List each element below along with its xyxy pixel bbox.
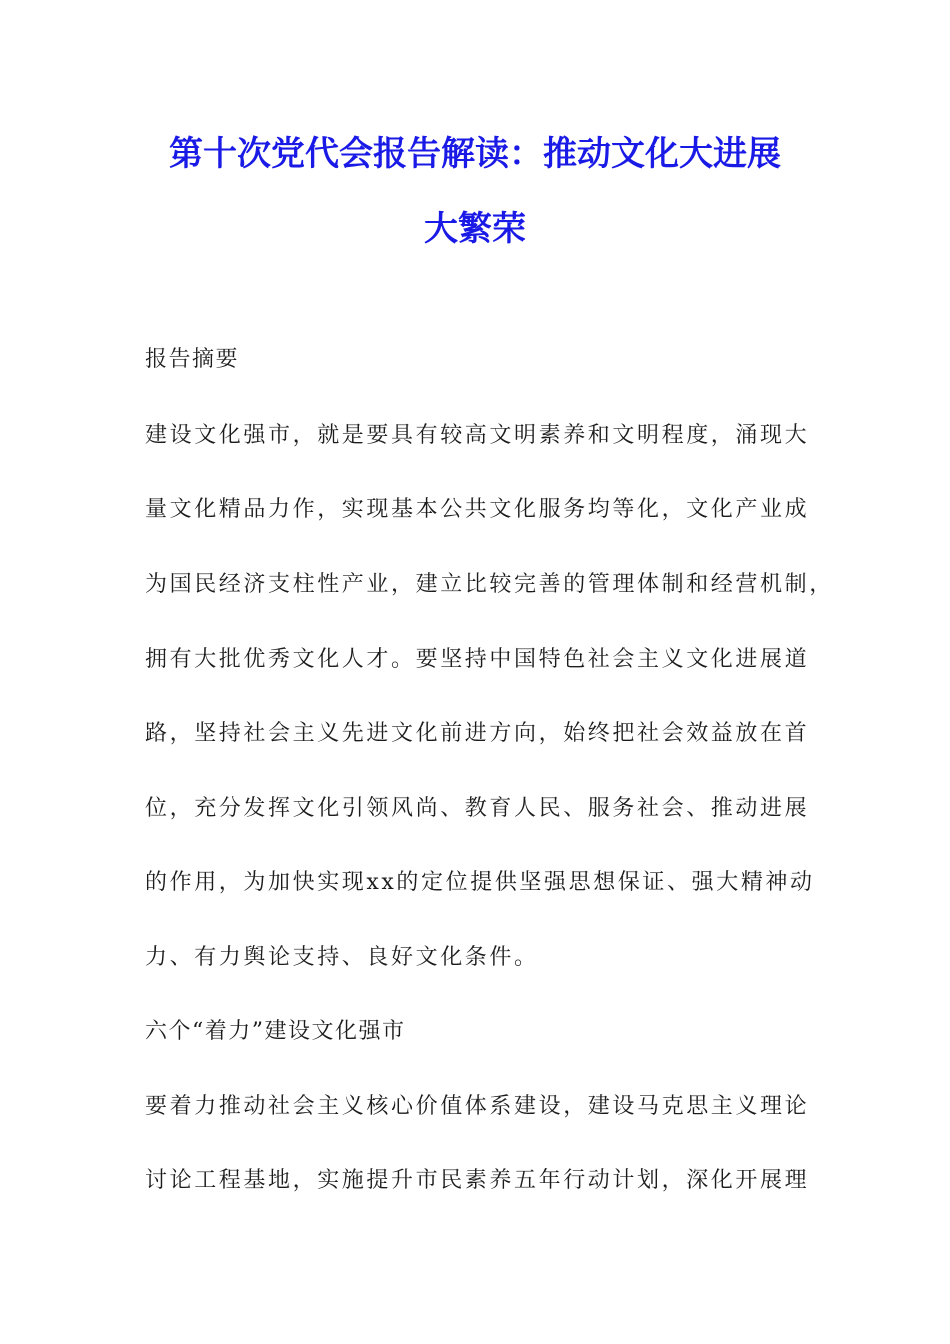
- summary-paragraph-line: 位，充分发挥文化引领风尚、教育人民、服务社会、推动进展: [145, 796, 810, 821]
- six-efforts-paragraph-line: 讨论工程基地，实施提升市民素养五年行动计划，深化开展理: [145, 1168, 810, 1193]
- document-title-line-1: 第十次党代会报告解读：推动文化大进展: [169, 134, 781, 174]
- section-heading-summary: 报告摘要: [145, 347, 240, 372]
- summary-paragraph-line: 拥有大批优秀文化人才。要坚持中国特色社会主义文化进展道: [145, 647, 810, 672]
- summary-paragraph-line: 的作用，为加快实现xx的定位提供坚强思想保证、强大精神动: [145, 870, 815, 895]
- summary-paragraph-line: 路，坚持社会主义先进文化前进方向，始终把社会效益放在首: [145, 721, 810, 746]
- summary-paragraph-line: 量文化精品力作，实现基本公共文化服务均等化，文化产业成: [145, 497, 810, 522]
- summary-paragraph-line: 力、有力舆论支持、良好文化条件。: [145, 945, 539, 970]
- six-efforts-paragraph-line: 要着力推动社会主义核心价值体系建设，建设马克思主义理论: [145, 1094, 810, 1119]
- section-heading-six-efforts: 六个“着力”建设文化强市: [145, 1019, 406, 1044]
- document-title-line-2: 大繁荣: [424, 209, 526, 249]
- summary-paragraph-line: 建设文化强市，就是要具有较高文明素养和文明程度，涌现大: [145, 423, 810, 448]
- summary-paragraph-line: 为国民经济支柱性产业，建立比较完善的管理体制和经营机制，: [145, 572, 834, 597]
